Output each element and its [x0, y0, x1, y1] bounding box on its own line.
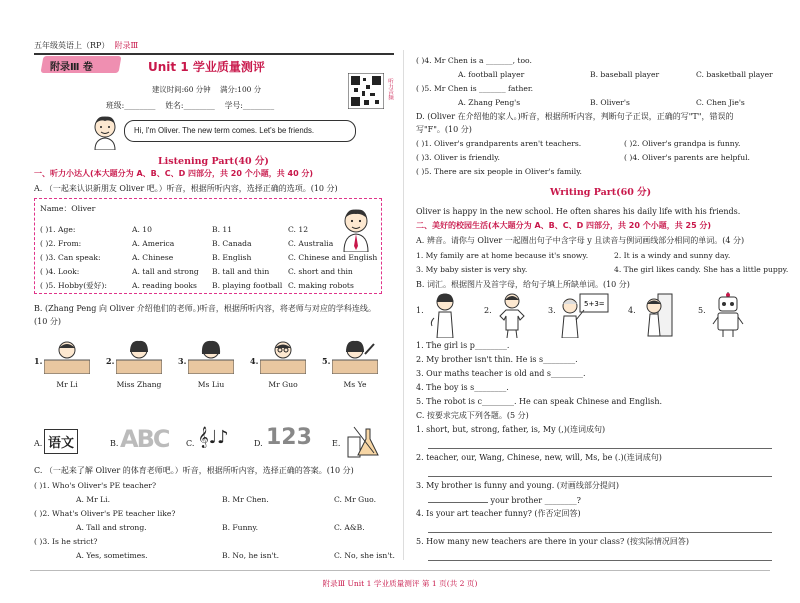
pic-num: 5.	[698, 306, 706, 315]
pronunciation-sentence[interactable]: 2. It is a windy and sunny day.	[614, 251, 731, 260]
task-5: 5. How many new teachers are there in your class? (按实际情况回答)	[416, 537, 690, 546]
option-c[interactable]: C. Mr Guo.	[334, 495, 376, 504]
qr-code-icon[interactable]	[348, 73, 384, 109]
subject-letter: D.	[254, 439, 263, 448]
row-question: ( )2. From:	[40, 239, 82, 248]
option-c[interactable]: C. No, she isn't.	[334, 551, 395, 560]
shy-boy-icon	[638, 292, 674, 338]
student-info: 班级:________ 姓名:________ 学号:________	[106, 101, 275, 110]
science-subject-icon	[344, 425, 380, 459]
pic-num: 2.	[484, 306, 492, 315]
writing-title: Writing Part(60 分)	[550, 187, 652, 198]
blank-underline[interactable]	[428, 494, 488, 503]
option-c[interactable]: C. 12	[288, 225, 309, 234]
row-question: ( )5. Hobby(爱好):	[40, 281, 107, 290]
header-grade: 五年级英语上（RP） 附录Ⅲ	[34, 41, 139, 50]
question-text: ( )1. Who's Oliver's PE teacher?	[34, 481, 157, 490]
option-c[interactable]: C. Australia	[288, 239, 334, 248]
question-text: ( )2. What's Oliver's PE teacher like?	[34, 509, 176, 518]
option-a[interactable]: A. reading books	[132, 281, 197, 290]
polite-girl-icon	[426, 292, 464, 338]
right-column	[416, 0, 788, 603]
option-b[interactable]: B. English	[212, 253, 252, 262]
option-c[interactable]: C. short and thin	[288, 267, 353, 276]
vocab-item-4[interactable]: 4. The boy is s________.	[416, 383, 509, 392]
writing-b-intro: B. 词汇。根据图片及首字母，给句子填上所缺单词。(10 分)	[416, 280, 630, 289]
card-name: Name：Oliver	[40, 204, 96, 213]
subjects-row	[34, 425, 394, 461]
subject-letter: E.	[332, 439, 341, 448]
tf-statement[interactable]: ( )2. Oliver's grandpa is funny.	[624, 139, 741, 148]
listening-b-intro-2: (10 分)	[34, 317, 61, 326]
left-column	[20, 0, 415, 603]
option-b[interactable]: B. tall and thin	[212, 267, 270, 276]
option-a[interactable]: A. America	[132, 239, 175, 248]
option-c[interactable]: C. Chen Jie's	[696, 98, 745, 107]
writing-intro: Oliver is happy in the new school. He often shares his daily life with his friends.	[416, 207, 741, 216]
row-question: ( )1. Age:	[40, 225, 76, 234]
question-text: ( )5. Mr Chen is _______ father.	[416, 84, 534, 93]
teacher-num: 1.	[34, 356, 43, 366]
vocab-item-5[interactable]: 5. The robot is c________. He can speak Chinese and English.	[416, 397, 663, 406]
row-question: ( )3. Can speak:	[40, 253, 101, 262]
subject-letter: A.	[34, 439, 43, 448]
teacher-num: 3.	[178, 356, 187, 366]
vocab-item-3[interactable]: 3. Our maths teacher is old and s________.	[416, 369, 586, 378]
teacher-mr-li-icon	[44, 340, 90, 374]
column-divider	[403, 50, 404, 560]
option-b[interactable]: B. baseball player	[590, 70, 660, 79]
option-c[interactable]: C. Chinese and English	[288, 253, 378, 262]
header-rule	[34, 53, 394, 55]
vocab-item-1[interactable]: 1. The girl is p________.	[416, 341, 510, 350]
vocab-item-2[interactable]: 2. My brother isn't thin. He is s________.	[416, 355, 578, 364]
qr-caption: 听力音频	[387, 78, 393, 100]
teacher-mr-guo-icon	[260, 340, 306, 374]
option-c[interactable]: C. A&B.	[334, 523, 365, 532]
teacher-ms-ye-icon	[332, 340, 378, 374]
option-a[interactable]: A. Yes, sometimes.	[76, 551, 148, 560]
strong-boy-icon	[494, 292, 530, 338]
option-a[interactable]: A. Chinese	[132, 253, 174, 262]
option-c[interactable]: C. basketball player	[696, 70, 773, 79]
tf-statement[interactable]: ( )4. Oliver's parents are helpful.	[624, 153, 750, 162]
speech-text: Hi, I'm Oliver. The new term comes. Let's be friends.	[134, 126, 315, 135]
maths-subject-icon: 123	[266, 425, 312, 450]
subject-letter: C.	[186, 439, 195, 448]
chinese-subject-icon: 语文	[44, 429, 78, 454]
teacher-name: Ms Liu	[197, 380, 225, 389]
option-b[interactable]: B. playing football	[212, 281, 283, 290]
option-a[interactable]: A. tall and strong	[132, 267, 199, 276]
teacher-num: 2.	[106, 356, 115, 366]
listening-section-heading: 一、听力小达人(本大题分为 A、B、C、D 四部分，共 20 个小题，共 40 分)	[34, 169, 314, 178]
listening-d-intro-2: 写"F"。(10 分)	[416, 125, 472, 134]
pic-num: 3.	[548, 306, 556, 315]
teacher-num: 5.	[322, 356, 331, 366]
answer-line-1[interactable]	[428, 448, 772, 449]
pic-num: 1.	[416, 306, 424, 315]
option-b[interactable]: B. Mr Chen.	[222, 495, 269, 504]
pronunciation-sentence[interactable]: 1. My family are at home because it's snowy.	[416, 251, 589, 260]
oliver-portrait-icon	[338, 206, 374, 252]
writing-c-intro: C. 按要求完成下列各题。(5 分)	[416, 411, 529, 420]
option-b[interactable]: B. Funny.	[222, 523, 259, 532]
oliver-avatar-icon	[90, 114, 120, 150]
teacher-name: Miss Zhang	[116, 380, 162, 389]
listening-d-intro: D. (Oliver 在介绍他的家人。)听音，根据所听内容，判断句子正误，正确的写"T"，错误的	[416, 112, 734, 121]
pronunciation-sentence[interactable]: 3. My baby sister is very shy.	[416, 265, 528, 274]
page-footer: 附录Ⅲ Unit 1 学业质量测评 第 1 页(共 2 页)	[322, 579, 478, 588]
teacher-num: 4.	[250, 356, 259, 366]
tf-statement[interactable]: ( )3. Oliver is friendly.	[416, 153, 500, 162]
pic-num: 4.	[628, 306, 636, 315]
maths-teacher-icon	[558, 292, 610, 338]
clever-robot-icon	[710, 292, 746, 338]
subject-letter: B.	[110, 439, 119, 448]
teacher-name: Mr Li	[56, 380, 78, 389]
option-b[interactable]: B. No, he isn't.	[222, 551, 280, 560]
task-2: 2. teacher, our, Wang, Chinese, new, will, Ms, be (.)(连词成句)	[416, 453, 662, 462]
listening-b-intro: B. (Zhang Peng 向 Oliver 介绍他们的老师。)听音，根据所听内容，将老师与对应的学科连线。	[34, 304, 376, 313]
task-4: 4. Is your art teacher funny? (作否定回答)	[416, 509, 581, 518]
teachers-row	[34, 350, 394, 390]
page-title: Unit 1 学业质量测评	[148, 60, 265, 74]
option-b[interactable]: B. 11	[212, 225, 233, 234]
row-question: ( )4. Look:	[40, 267, 80, 276]
answer-line-2[interactable]	[428, 476, 772, 477]
vocab-pictures-row	[416, 292, 788, 340]
option-a[interactable]: A. Mr Li.	[76, 495, 111, 504]
tf-statement[interactable]: ( )5. There are six people in Oliver's family.	[416, 167, 582, 176]
answer-line-4[interactable]	[428, 532, 772, 533]
task-3-blank[interactable]	[428, 494, 581, 506]
question-text: ( )4. Mr Chen is a _______, too.	[416, 56, 532, 65]
answer-line-5[interactable]	[428, 560, 772, 561]
teacher-ms-liu-icon	[188, 340, 234, 374]
task-3-tail: your brother ________?	[490, 496, 581, 505]
appendix-badge-label: 附录Ⅲ 卷	[50, 62, 93, 73]
option-a[interactable]: A. football player	[458, 70, 525, 79]
teacher-name: Ms Ye	[343, 380, 367, 389]
option-c[interactable]: C. making robots	[288, 281, 354, 290]
task-1: 1. short, but, strong, father, is, My (,)(连词成句)	[416, 425, 606, 434]
listening-title: Listening Part(40 分)	[158, 156, 269, 167]
option-b[interactable]: B. Canada	[212, 239, 252, 248]
music-subject-icon: 𝄞♩♪	[198, 427, 229, 448]
listening-c-intro: C. （一起来了解 Oliver 的体育老师吧。）听音，根据所听内容，选择正确的答案。(10 分)	[34, 466, 354, 475]
option-b[interactable]: B. Oliver's	[590, 98, 630, 107]
listening-a-intro: A. （一起来认识新朋友 Oliver 吧。）听音，根据所听内容，选择正确的选项。(10 分)	[34, 184, 338, 193]
teacher-miss-zhang-icon	[116, 340, 162, 374]
svg-text:5+3=: 5+3=	[584, 300, 605, 308]
option-a[interactable]: A. 10	[132, 225, 152, 234]
option-a[interactable]: A. Tall and strong.	[76, 523, 147, 532]
time-score: 建议时间:60 分钟 满分:100 分	[152, 85, 262, 94]
option-a[interactable]: A. Zhang Peng's	[458, 98, 521, 107]
tf-statement[interactable]: ( )1. Oliver's grandparents aren't teachers.	[416, 139, 582, 148]
question-text: ( )3. Is he strict?	[34, 537, 98, 546]
task-3: 3. My brother is funny and young. (对画线部分提问)	[416, 481, 620, 490]
writing-section-heading: 二、美好的校园生活(本大题分为 A、B、C、D 四部分，共 20 个小题，共 25 分)	[416, 221, 712, 230]
writing-a-intro: A. 辨音。请你与 Oliver 一起圈出句子中含字母 y 且读音与例词画线部分相同的单词。(4 分)	[416, 236, 745, 245]
footer-rule	[30, 570, 770, 571]
teacher-name: Mr Guo	[268, 380, 298, 389]
pronunciation-sentence[interactable]: 4. The girl likes candy. She has a little puppy.	[614, 265, 789, 274]
english-subject-icon: ABC	[120, 425, 169, 453]
